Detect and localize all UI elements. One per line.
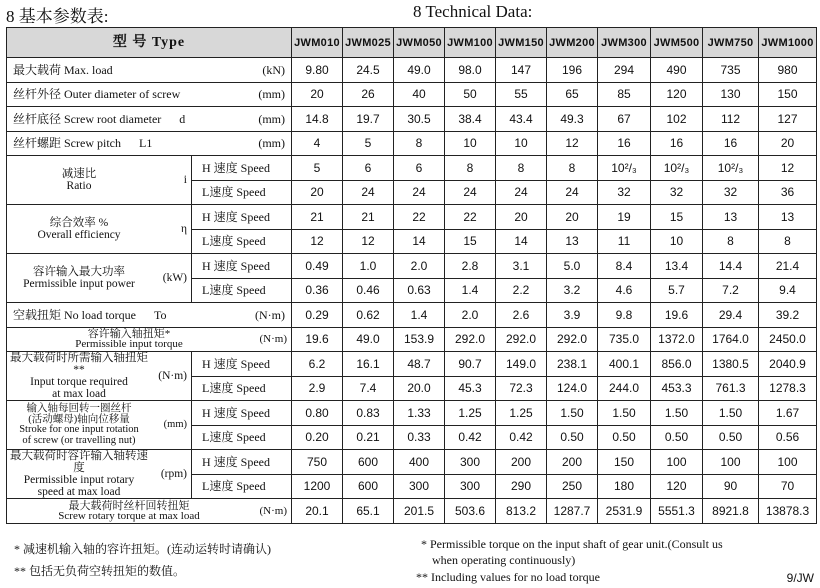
speed-l-label: L速度 Speed bbox=[192, 376, 292, 401]
table-row bbox=[7, 156, 817, 181]
value-cell: 8 bbox=[703, 229, 759, 254]
table-row bbox=[7, 107, 817, 132]
value-cell: 13878.3 bbox=[759, 499, 817, 524]
row-label-line: 容许输入最大功率 bbox=[33, 266, 125, 278]
row-label-line: at max load bbox=[52, 388, 106, 400]
value-cell: 100 bbox=[703, 450, 759, 475]
value-cell: 20 bbox=[547, 205, 598, 230]
speed-l-label: L速度 Speed bbox=[192, 229, 292, 254]
value-cell: 98.0 bbox=[445, 58, 496, 83]
value-cell: 1.50 bbox=[547, 401, 598, 426]
row-label-line: 最大载荷时丝杆回转扭矩 bbox=[68, 499, 190, 512]
value-cell: 0.83 bbox=[343, 401, 394, 426]
table-row bbox=[7, 450, 817, 475]
row-label-line: Overall efficiency bbox=[37, 229, 121, 241]
value-cell: 12 bbox=[343, 229, 394, 254]
model-header: JWM050 bbox=[394, 28, 445, 58]
value-cell: 2531.9 bbox=[598, 499, 651, 524]
value-cell: 20 bbox=[292, 82, 343, 107]
value-cell: 453.3 bbox=[651, 376, 703, 401]
footnote-cn-2: ** 包括无负荷空转扭矩的数值。 bbox=[14, 564, 186, 578]
value-cell: 0.62 bbox=[343, 303, 394, 328]
value-cell: 3.1 bbox=[496, 254, 547, 279]
value-cell: 1.25 bbox=[445, 401, 496, 426]
value-cell: 8 bbox=[759, 229, 817, 254]
row-label-text: 丝杆外径 Outer diameter of screw bbox=[13, 87, 181, 102]
value-cell: 2450.0 bbox=[759, 327, 817, 352]
speed-h-label: H 速度 Speed bbox=[192, 450, 292, 475]
value-cell: 2.6 bbox=[496, 303, 547, 328]
value-cell: 49.3 bbox=[547, 107, 598, 132]
value-cell: 0.21 bbox=[343, 425, 394, 450]
value-cell: 0.33 bbox=[394, 425, 445, 450]
table-row bbox=[7, 327, 817, 352]
value-cell: 6 bbox=[394, 156, 445, 181]
value-cell: 0.20 bbox=[292, 425, 343, 450]
value-cell: 200 bbox=[496, 450, 547, 475]
row-label bbox=[7, 131, 292, 156]
value-cell: 20.1 bbox=[292, 499, 343, 524]
row-unit: (N·m) bbox=[255, 307, 286, 322]
value-cell: 19.6 bbox=[292, 327, 343, 352]
value-cell: 5551.3 bbox=[651, 499, 703, 524]
speed-h-label: H 速度 Speed bbox=[192, 352, 292, 377]
value-cell: 180 bbox=[598, 474, 651, 499]
value-cell: 72.3 bbox=[496, 376, 547, 401]
value-cell: 1.4 bbox=[445, 278, 496, 303]
footnote-en-1b: when operating continuously) bbox=[432, 553, 576, 567]
value-cell: 300 bbox=[445, 474, 496, 499]
value-cell: 16.1 bbox=[343, 352, 394, 377]
value-cell: 19.6 bbox=[651, 303, 703, 328]
row-label bbox=[7, 254, 192, 303]
value-cell: 14 bbox=[496, 229, 547, 254]
value-cell: 38.4 bbox=[445, 107, 496, 132]
value-cell: 0.42 bbox=[496, 425, 547, 450]
value-cell: 153.9 bbox=[394, 327, 445, 352]
row-label-line: Permissible input power bbox=[23, 278, 135, 290]
row-unit: (mm) bbox=[163, 418, 187, 430]
speed-l-label: L速度 Speed bbox=[192, 278, 292, 303]
type-header: 型 号 Type bbox=[7, 28, 292, 58]
value-cell: 13 bbox=[759, 205, 817, 230]
value-cell: 20 bbox=[292, 180, 343, 205]
row-label bbox=[7, 401, 192, 450]
speed-l-label: L速度 Speed bbox=[192, 474, 292, 499]
value-cell: 1380.5 bbox=[703, 352, 759, 377]
value-cell: 43.4 bbox=[496, 107, 547, 132]
speed-h-label: H 速度 Speed bbox=[192, 254, 292, 279]
value-cell: 13 bbox=[547, 229, 598, 254]
value-cell: 5.0 bbox=[547, 254, 598, 279]
footnote-cn-1: * 减速机输入轴的容许扭矩。(连动运转时请确认) bbox=[14, 542, 271, 556]
value-cell: 24.5 bbox=[343, 58, 394, 83]
value-cell: 2.2 bbox=[496, 278, 547, 303]
value-cell: 48.7 bbox=[394, 352, 445, 377]
model-header: JWM1000 bbox=[759, 28, 817, 58]
value-cell: 0.50 bbox=[703, 425, 759, 450]
value-cell: 292.0 bbox=[547, 327, 598, 352]
value-cell: 201.5 bbox=[394, 499, 445, 524]
value-cell: 5 bbox=[292, 156, 343, 181]
value-cell: 21.4 bbox=[759, 254, 817, 279]
value-cell: 149.0 bbox=[496, 352, 547, 377]
speed-l-label: L速度 Speed bbox=[192, 425, 292, 450]
value-cell: 1.67 bbox=[759, 401, 817, 426]
model-header: JWM300 bbox=[598, 28, 651, 58]
value-cell: 0.36 bbox=[292, 278, 343, 303]
row-unit: (rpm) bbox=[160, 468, 187, 480]
value-cell: 10 bbox=[496, 131, 547, 156]
row-symbol: L1 bbox=[138, 136, 153, 151]
value-cell: 735 bbox=[703, 58, 759, 83]
value-cell: 49.0 bbox=[343, 327, 394, 352]
value-cell: 750 bbox=[292, 450, 343, 475]
value-cell: 24 bbox=[496, 180, 547, 205]
row-label bbox=[7, 58, 292, 83]
value-cell: 12 bbox=[547, 131, 598, 156]
value-cell: 290 bbox=[496, 474, 547, 499]
row-label bbox=[7, 156, 192, 205]
value-cell: 50 bbox=[445, 82, 496, 107]
value-cell: 294 bbox=[598, 58, 651, 83]
speed-h-label: H 速度 Speed bbox=[192, 156, 292, 181]
row-label-line: 输入轴每回转一圈丝杆 bbox=[26, 403, 132, 414]
row-label-line: speed at max load bbox=[37, 486, 121, 498]
value-cell: 400.1 bbox=[598, 352, 651, 377]
value-cell: 9.4 bbox=[759, 278, 817, 303]
value-cell: 0.50 bbox=[598, 425, 651, 450]
value-cell: 24 bbox=[445, 180, 496, 205]
value-cell: 600 bbox=[343, 474, 394, 499]
value-cell: 300 bbox=[445, 450, 496, 475]
value-cell: 32 bbox=[703, 180, 759, 205]
value-cell: 200 bbox=[547, 450, 598, 475]
row-label-line: of screw (or travelling nut) bbox=[22, 434, 136, 446]
value-cell: 6.2 bbox=[292, 352, 343, 377]
value-cell: 12 bbox=[759, 156, 817, 181]
value-cell: 9.8 bbox=[598, 303, 651, 328]
model-header: JWM025 bbox=[343, 28, 394, 58]
value-cell: 112 bbox=[703, 107, 759, 132]
value-cell: 1.50 bbox=[651, 401, 703, 426]
value-cell: 2.8 bbox=[445, 254, 496, 279]
model-header: JWM150 bbox=[496, 28, 547, 58]
value-cell: 9.80 bbox=[292, 58, 343, 83]
table-row bbox=[7, 303, 817, 328]
value-cell: 238.1 bbox=[547, 352, 598, 377]
value-cell: 490 bbox=[651, 58, 703, 83]
row-unit: (kW) bbox=[162, 272, 187, 284]
row-unit: (N·m) bbox=[259, 504, 288, 517]
row-label bbox=[7, 82, 292, 107]
table-row bbox=[7, 254, 817, 279]
value-cell: 65.1 bbox=[343, 499, 394, 524]
value-cell: 102 bbox=[651, 107, 703, 132]
row-label-line: Screw rotary torque at max load bbox=[58, 509, 200, 522]
value-cell: 0.29 bbox=[292, 303, 343, 328]
value-cell: 10 bbox=[445, 131, 496, 156]
row-unit: (N·m) bbox=[158, 370, 187, 382]
value-cell: 292.0 bbox=[445, 327, 496, 352]
row-label-line: 容许输入轴扭矩* bbox=[87, 328, 171, 341]
value-cell: 10²/₃ bbox=[703, 156, 759, 181]
row-label bbox=[7, 107, 292, 132]
value-cell: 4 bbox=[292, 131, 343, 156]
value-cell: 29.4 bbox=[703, 303, 759, 328]
value-cell: 250 bbox=[547, 474, 598, 499]
value-cell: 980 bbox=[759, 58, 817, 83]
value-cell: 0.46 bbox=[343, 278, 394, 303]
footnote-en-1a: * Permissible torque on the input shaft of gear unit.(Consult us bbox=[421, 537, 723, 551]
value-cell: 7.2 bbox=[703, 278, 759, 303]
value-cell: 13 bbox=[703, 205, 759, 230]
value-cell: 1.50 bbox=[598, 401, 651, 426]
row-label-line: Stroke for one input rotation bbox=[19, 424, 139, 435]
value-cell: 0.49 bbox=[292, 254, 343, 279]
value-cell: 21 bbox=[292, 205, 343, 230]
table-row bbox=[7, 352, 817, 377]
value-cell: 36 bbox=[759, 180, 817, 205]
row-unit: (mm) bbox=[258, 111, 286, 126]
value-cell: 147 bbox=[496, 58, 547, 83]
row-label bbox=[7, 450, 192, 499]
row-label-text: 最大载荷 Max. load bbox=[13, 62, 113, 77]
value-cell: 15 bbox=[445, 229, 496, 254]
value-cell: 400 bbox=[394, 450, 445, 475]
value-cell: 196 bbox=[547, 58, 598, 83]
row-label-text: 丝杆螺距 Screw pitch bbox=[13, 136, 121, 151]
value-cell: 19 bbox=[598, 205, 651, 230]
speed-l-label: L速度 Speed bbox=[192, 180, 292, 205]
row-label-line: Permissible input rotary bbox=[23, 474, 135, 486]
value-cell: 0.42 bbox=[445, 425, 496, 450]
table-row bbox=[7, 499, 817, 524]
value-cell: 2.0 bbox=[394, 254, 445, 279]
value-cell: 1287.7 bbox=[547, 499, 598, 524]
value-cell: 16 bbox=[598, 131, 651, 156]
value-cell: 0.56 bbox=[759, 425, 817, 450]
table-row bbox=[7, 205, 817, 230]
value-cell: 130 bbox=[703, 82, 759, 107]
row-label-line: 减速比 bbox=[61, 168, 97, 180]
value-cell: 12 bbox=[292, 229, 343, 254]
value-cell: 40 bbox=[394, 82, 445, 107]
row-symbol: To bbox=[153, 307, 167, 322]
value-cell: 813.2 bbox=[496, 499, 547, 524]
value-cell: 244.0 bbox=[598, 376, 651, 401]
value-cell: 120 bbox=[651, 474, 703, 499]
value-cell: 0.63 bbox=[394, 278, 445, 303]
value-cell: 8 bbox=[496, 156, 547, 181]
value-cell: 11 bbox=[598, 229, 651, 254]
value-cell: 16 bbox=[651, 131, 703, 156]
value-cell: 0.50 bbox=[651, 425, 703, 450]
value-cell: 300 bbox=[394, 474, 445, 499]
row-label bbox=[7, 205, 192, 254]
row-unit: (kN) bbox=[262, 62, 286, 77]
section-title-cn: 8 基本参数表: bbox=[6, 7, 109, 26]
page-number: 9/JW bbox=[786, 571, 814, 585]
table-row bbox=[7, 82, 817, 107]
section-title-en: 8 Technical Data: bbox=[413, 2, 533, 21]
header-row bbox=[7, 28, 817, 58]
value-cell: 39.2 bbox=[759, 303, 817, 328]
row-unit: η bbox=[180, 223, 187, 235]
value-cell: 45.3 bbox=[445, 376, 496, 401]
table-row bbox=[7, 131, 817, 156]
value-cell: 10²/₃ bbox=[598, 156, 651, 181]
value-cell: 14.8 bbox=[292, 107, 343, 132]
value-cell: 85 bbox=[598, 82, 651, 107]
footnote-en-2: ** Including values for no load torque bbox=[416, 570, 600, 584]
value-cell: 120 bbox=[651, 82, 703, 107]
value-cell: 1764.0 bbox=[703, 327, 759, 352]
value-cell: 761.3 bbox=[703, 376, 759, 401]
value-cell: 124.0 bbox=[547, 376, 598, 401]
value-cell: 1.4 bbox=[394, 303, 445, 328]
row-label-line: Input torque required bbox=[30, 376, 128, 388]
row-label bbox=[7, 352, 192, 401]
value-cell: 150 bbox=[598, 450, 651, 475]
value-cell: 8.4 bbox=[598, 254, 651, 279]
value-cell: 13.4 bbox=[651, 254, 703, 279]
row-unit: (mm) bbox=[258, 87, 286, 102]
value-cell: 30.5 bbox=[394, 107, 445, 132]
value-cell: 1372.0 bbox=[651, 327, 703, 352]
model-header: JWM010 bbox=[292, 28, 343, 58]
value-cell: 32 bbox=[598, 180, 651, 205]
value-cell: 24 bbox=[547, 180, 598, 205]
value-cell: 21 bbox=[343, 205, 394, 230]
value-cell: 22 bbox=[445, 205, 496, 230]
row-label-line: (活动螺母)轴向位移量 bbox=[28, 413, 130, 425]
value-cell: 24 bbox=[343, 180, 394, 205]
table-row bbox=[7, 401, 817, 426]
model-header: JWM750 bbox=[703, 28, 759, 58]
row-label-line: 最大载荷时容许输入轴转速度 bbox=[10, 450, 148, 474]
value-cell: 90 bbox=[703, 474, 759, 499]
model-header: JWM500 bbox=[651, 28, 703, 58]
value-cell: 1.0 bbox=[343, 254, 394, 279]
value-cell: 735.0 bbox=[598, 327, 651, 352]
value-cell: 600 bbox=[343, 450, 394, 475]
value-cell: 14.4 bbox=[703, 254, 759, 279]
row-label-line: Ratio bbox=[66, 180, 92, 192]
value-cell: 100 bbox=[759, 450, 817, 475]
value-cell: 292.0 bbox=[496, 327, 547, 352]
speed-h-label: H 速度 Speed bbox=[192, 401, 292, 426]
value-cell: 90.7 bbox=[445, 352, 496, 377]
value-cell: 14 bbox=[394, 229, 445, 254]
value-cell: 856.0 bbox=[651, 352, 703, 377]
value-cell: 22 bbox=[394, 205, 445, 230]
value-cell: 15 bbox=[651, 205, 703, 230]
value-cell: 3.2 bbox=[547, 278, 598, 303]
value-cell: 100 bbox=[651, 450, 703, 475]
row-label bbox=[7, 499, 292, 524]
value-cell: 26 bbox=[343, 82, 394, 107]
row-label bbox=[7, 303, 292, 328]
value-cell: 24 bbox=[394, 180, 445, 205]
value-cell: 55 bbox=[496, 82, 547, 107]
value-cell: 2040.9 bbox=[759, 352, 817, 377]
row-symbol: d bbox=[179, 111, 186, 126]
value-cell: 32 bbox=[651, 180, 703, 205]
model-header: JWM200 bbox=[547, 28, 598, 58]
value-cell: 67 bbox=[598, 107, 651, 132]
value-cell: 8 bbox=[394, 131, 445, 156]
technical-data-table bbox=[6, 27, 817, 524]
value-cell: 10 bbox=[651, 229, 703, 254]
value-cell: 70 bbox=[759, 474, 817, 499]
row-label-text: 空载扭矩 No load torque bbox=[13, 307, 136, 322]
value-cell: 503.6 bbox=[445, 499, 496, 524]
value-cell: 65 bbox=[547, 82, 598, 107]
value-cell: 8921.8 bbox=[703, 499, 759, 524]
value-cell: 20.0 bbox=[394, 376, 445, 401]
value-cell: 20 bbox=[496, 205, 547, 230]
row-label bbox=[7, 327, 292, 352]
row-label-line: 最大载荷时所需输入轴扭矩 ** bbox=[10, 352, 148, 376]
value-cell: 6 bbox=[343, 156, 394, 181]
value-cell: 5.7 bbox=[651, 278, 703, 303]
value-cell: 4.6 bbox=[598, 278, 651, 303]
value-cell: 1278.3 bbox=[759, 376, 817, 401]
row-label-line: 综合效率 % bbox=[49, 217, 109, 229]
value-cell: 8 bbox=[445, 156, 496, 181]
model-header: JWM100 bbox=[445, 28, 496, 58]
value-cell: 127 bbox=[759, 107, 817, 132]
value-cell: 150 bbox=[759, 82, 817, 107]
value-cell: 1200 bbox=[292, 474, 343, 499]
value-cell: 10²/₃ bbox=[651, 156, 703, 181]
value-cell: 20 bbox=[759, 131, 817, 156]
value-cell: 2.0 bbox=[445, 303, 496, 328]
speed-h-label: H 速度 Speed bbox=[192, 205, 292, 230]
value-cell: 0.50 bbox=[547, 425, 598, 450]
row-unit: i bbox=[183, 174, 187, 186]
value-cell: 8 bbox=[547, 156, 598, 181]
value-cell: 16 bbox=[703, 131, 759, 156]
value-cell: 2.9 bbox=[292, 376, 343, 401]
value-cell: 1.25 bbox=[496, 401, 547, 426]
value-cell: 7.4 bbox=[343, 376, 394, 401]
value-cell: 1.33 bbox=[394, 401, 445, 426]
table-row bbox=[7, 58, 817, 83]
value-cell: 0.80 bbox=[292, 401, 343, 426]
value-cell: 49.0 bbox=[394, 58, 445, 83]
row-unit: (mm) bbox=[258, 136, 286, 151]
row-label-text: 丝杆底径 Screw root diameter bbox=[13, 111, 162, 126]
row-unit: (N·m) bbox=[259, 333, 288, 346]
value-cell: 19.7 bbox=[343, 107, 394, 132]
value-cell: 5 bbox=[343, 131, 394, 156]
value-cell: 3.9 bbox=[547, 303, 598, 328]
value-cell: 1.50 bbox=[703, 401, 759, 426]
row-label-line: Permissible input torque bbox=[75, 338, 183, 351]
